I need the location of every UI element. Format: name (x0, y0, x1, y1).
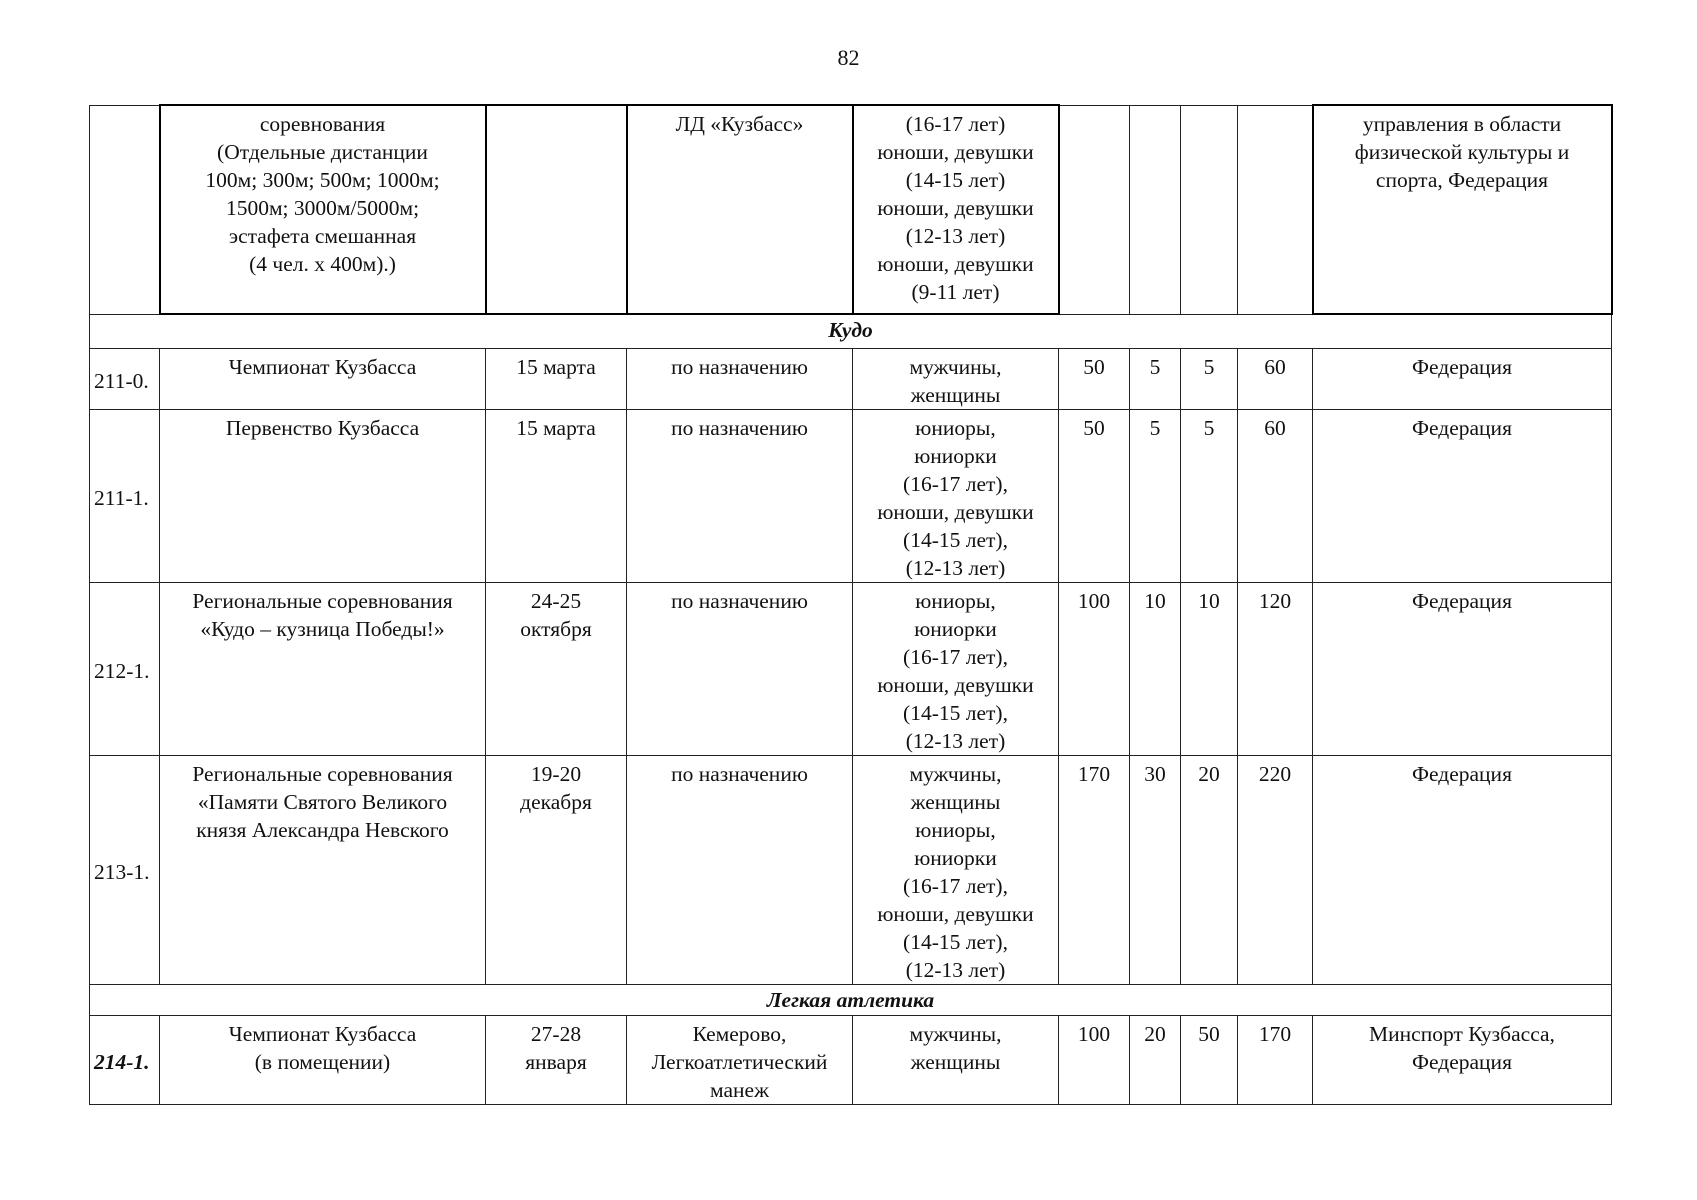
cell-count-3: 5 (1181, 348, 1238, 409)
table-body (90, 105, 1612, 1104)
page-number: 82 (837, 45, 860, 70)
cell-place: по назначению (627, 348, 853, 409)
cell-participants: мужчины, женщины юниоры, юниорки (16-17 лет), юноши, девушки (14-15 лет), (12-13 лет) (853, 755, 1059, 984)
cell-count-2: 30 (1130, 755, 1181, 984)
cell-count-1 (1059, 105, 1130, 314)
cell-date: 27-28 января (486, 1015, 627, 1104)
cell-count-3: 5 (1181, 409, 1238, 582)
cell-date: 15 марта (486, 348, 627, 409)
table-row (90, 1015, 1612, 1104)
events-table (89, 104, 1613, 1105)
cell-event-name: Чемпионат Кузбасса (в помещении) (160, 1015, 486, 1104)
cell-count-3: 20 (1181, 755, 1238, 984)
cell-count-total: 120 (1238, 582, 1313, 755)
section-title: Кудо (90, 314, 1612, 348)
cell-organizer: Федерация (1313, 755, 1612, 984)
cell-number: 213-1. (90, 755, 160, 984)
cell-count-total: 60 (1238, 348, 1313, 409)
cell-count-2: 5 (1130, 348, 1181, 409)
table-row (90, 348, 1612, 409)
cell-organizer: управления в области физической культуры и спорта, Федерация (1313, 105, 1612, 314)
table-row (90, 582, 1612, 755)
cell-participants: (16-17 лет) юноши, девушки (14-15 лет) юноши, девушки (12-13 лет) юноши, девушки (9-11 лет) (853, 105, 1059, 314)
cell-participants: юниоры, юниорки (16-17 лет), юноши, девушки (14-15 лет), (12-13 лет) (853, 409, 1059, 582)
cell-place: ЛД «Кузбасс» (627, 105, 853, 314)
cell-number: 211-1. (90, 409, 160, 582)
cell-count-2 (1130, 105, 1181, 314)
cell-place: Кемерово, Легкоатлетический манеж (627, 1015, 853, 1104)
cell-number: 214-1. (90, 1015, 160, 1104)
cell-event-name: Чемпионат Кузбасса (160, 348, 486, 409)
cell-organizer: Минспорт Кузбасса, Федерация (1313, 1015, 1612, 1104)
table-row (90, 755, 1612, 984)
cell-count-1: 50 (1059, 348, 1130, 409)
cell-count-2: 20 (1130, 1015, 1181, 1104)
section-row (90, 984, 1612, 1015)
cell-event-name: соревнования (Отдельные дистанции 100м; 300м; 500м; 1000м; 1500м; 3000м/5000м; эстафета смешанная (4 чел. х 400м).) (160, 105, 486, 314)
cell-count-2: 10 (1130, 582, 1181, 755)
section-row (90, 314, 1612, 348)
cell-count-1: 100 (1059, 1015, 1130, 1104)
cell-place: по назначению (627, 582, 853, 755)
cell-count-1: 100 (1059, 582, 1130, 755)
section-title: Легкая атлетика (90, 984, 1612, 1015)
cell-count-total: 170 (1238, 1015, 1313, 1104)
table-row (90, 409, 1612, 582)
cell-date: 24-25 октября (486, 582, 627, 755)
cell-participants: мужчины, женщины (853, 1015, 1059, 1104)
cell-number (90, 105, 160, 314)
cell-event-name: Региональные соревнования «Памяти Святого Великого князя Александра Невского (160, 755, 486, 984)
table-row (90, 105, 1612, 314)
cell-organizer: Федерация (1313, 582, 1612, 755)
cell-place: по назначению (627, 409, 853, 582)
cell-event-name: Первенство Кузбасса (160, 409, 486, 582)
cell-count-3 (1181, 105, 1238, 314)
cell-count-3: 10 (1181, 582, 1238, 755)
cell-date: 15 марта (486, 409, 627, 582)
cell-count-2: 5 (1130, 409, 1181, 582)
cell-number: 211-0. (90, 348, 160, 409)
cell-number: 212-1. (90, 582, 160, 755)
cell-count-total: 220 (1238, 755, 1313, 984)
cell-organizer: Федерация (1313, 409, 1612, 582)
cell-count-total (1238, 105, 1313, 314)
cell-date: 19-20 декабря (486, 755, 627, 984)
cell-date (486, 105, 627, 314)
cell-count-total: 60 (1238, 409, 1313, 582)
cell-place: по назначению (627, 755, 853, 984)
cell-count-1: 50 (1059, 409, 1130, 582)
cell-participants: юниоры, юниорки (16-17 лет), юноши, девушки (14-15 лет), (12-13 лет) (853, 582, 1059, 755)
cell-event-name: Региональные соревнования «Кудо – кузница Победы!» (160, 582, 486, 755)
cell-participants: мужчины, женщины (853, 348, 1059, 409)
cell-count-1: 170 (1059, 755, 1130, 984)
cell-count-3: 50 (1181, 1015, 1238, 1104)
cell-organizer: Федерация (1313, 348, 1612, 409)
